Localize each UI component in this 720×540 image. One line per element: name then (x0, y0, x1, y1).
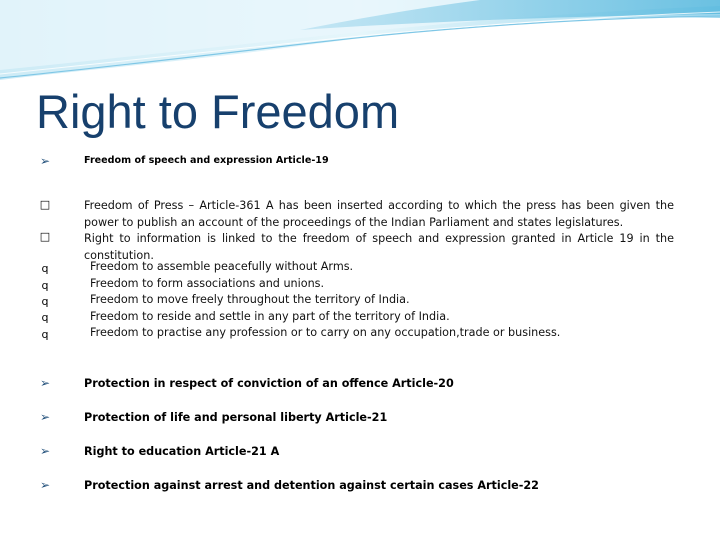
q-bullet-icon: q (41, 295, 49, 308)
arrow-bullet-icon: ➢ (39, 410, 51, 424)
arrow-bullet-icon: ➢ (39, 376, 51, 390)
slide-title: Right to Freedom (36, 85, 400, 138)
header-wave-decoration (0, 0, 720, 90)
press-paragraph (84, 198, 674, 264)
arrow-bullet-icon: ➢ (39, 444, 51, 458)
q-bullet-icon: q (41, 311, 49, 324)
q-bullet-icon: q (41, 262, 49, 275)
article-bullet: Protection against arrest and detention against certain cases Article-22 (84, 479, 539, 492)
freedom-item: Freedom to move freely throughout the territory of India. (90, 293, 410, 306)
freedom-item: Freedom to assemble peacefully without Arms. (90, 260, 354, 273)
arrow-bullet-icon: ➢ (39, 478, 51, 492)
article-bullet: Protection of life and personal liberty Article-21 (84, 411, 388, 424)
article-bullet: Protection in respect of conviction of an offence Article-20 (84, 377, 454, 390)
article-bullet: Right to education Article-21 A (84, 445, 280, 458)
freedom-item: Freedom to reside and settle in any part of the territory of India. (90, 310, 450, 323)
q-bullet-icon: q (41, 328, 49, 341)
q-bullet-icon: q (41, 279, 49, 292)
press-text: Freedom of Press – Article-361 A has been inserted according to which the press has been given the power to publish an account of the proceedings of the Indian Parliament and states legislatures. (84, 199, 674, 229)
freedom-item: Freedom to form associations and unions. (90, 277, 325, 290)
freedom-item: Freedom to practise any profession or to carry on any occupation,trade or business. (90, 326, 561, 339)
missing-glyph-icon: □ (39, 198, 51, 211)
arrow-bullet-icon: ➢ (39, 154, 51, 168)
intro-bullet-text: Freedom of speech and expression Article-19 (84, 155, 329, 166)
missing-glyph-icon: □ (39, 230, 51, 243)
information-text: Right to information is linked to the freedom of speech and expression granted in Article 19 in the constitution. (84, 232, 674, 262)
